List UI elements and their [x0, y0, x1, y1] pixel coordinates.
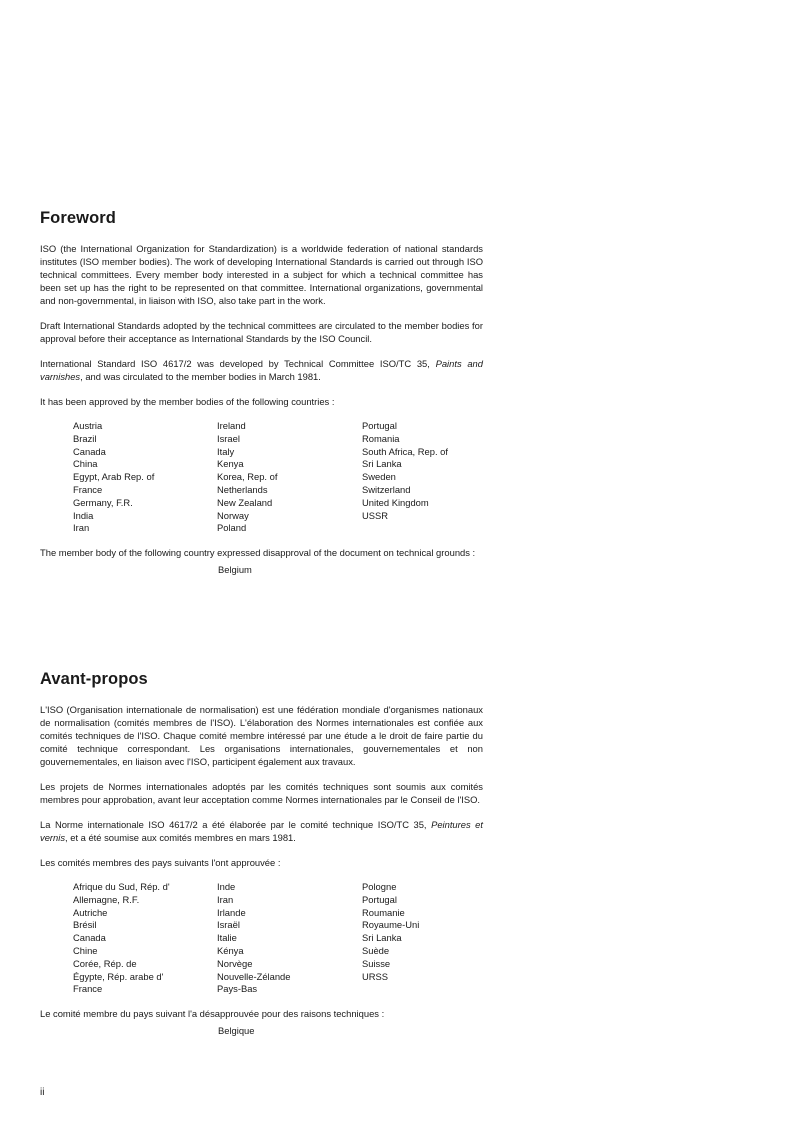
country-column-2 — [217, 420, 362, 535]
pays-name: Canada — [73, 932, 106, 944]
pays-name: Nouvelle-Zélande — [217, 970, 291, 982]
avant-propos-para3-text: La Norme internationale ISO 4617/2 a été élaborée par le comité technique ISO/TC 35, — [40, 819, 432, 830]
pays-name: Suède — [362, 944, 390, 956]
country-name: Italy — [217, 445, 235, 457]
pays-name: Royaume-Uni — [362, 919, 420, 931]
pays-name: Kénya — [217, 944, 244, 956]
avant-propos-paragraph-2: Les projets de Normes internationales adoptés par les comités techniques sont soumis aux comités membres pour approbation, avant leur acceptation comme Normes internationales par le Conseil de l'ISO. — [40, 781, 483, 805]
country-name: Norway — [217, 509, 249, 521]
avant-propos-paragraph-1: L'ISO (Organisation internationale de normalisation) est une fédération mondiale d'organismes nationaux de normalisation (comités membres de l'ISO). L'élaboration des Normes internationales est confiée aux comités techniques de l'ISO. Chaque comité membre intéressé par une étude a le droit de faire partie du comité technique correspondant. Les organisations internationales, gouvernementales et non gouvernementales, en liaison avec l'ISO, participent également aux travaux. — [40, 704, 483, 767]
pays-name: Roumanie — [362, 906, 405, 918]
avant-propos-section — [40, 668, 483, 1037]
foreword-disapproval-intro: The member body of the following country expressed disapproval of the document on technical grounds : — [40, 547, 476, 559]
country-name: Egypt, Arab Rep. of — [73, 471, 155, 483]
country-column-3 — [362, 420, 492, 535]
country-name: Brazil — [73, 432, 97, 444]
avant-propos-disapproval-intro: Le comité membre du pays suivant l'a désapprouvée pour des raisons techniques : — [40, 1008, 385, 1020]
pays-name: Israël — [217, 919, 240, 931]
pays-name: Pays-Bas — [217, 983, 258, 995]
country-name: Switzerland — [362, 483, 411, 495]
avant-propos-country-list — [73, 881, 483, 996]
country-name: Sri Lanka — [362, 458, 402, 470]
foreword-paragraph-1: ISO (the International Organization for Standardization) is a worldwide federation of national standards institutes (ISO member bodies). The work of developing International Standards is carried out through ISO technical committees. Every member body interested in a subject for which a technical committee has been set up has the right to be represented on that committee. International organizations, governmental and non-governmental, in liaison with ISO, also take part in the work. — [40, 243, 483, 306]
foreword-section — [40, 207, 483, 576]
pays-column-2 — [217, 881, 362, 996]
pays-name: Italie — [217, 932, 237, 944]
foreword-country-list — [73, 420, 483, 535]
country-name: USSR — [362, 509, 389, 521]
pays-name: Norvège — [217, 957, 253, 969]
pays-name: Afrique du Sud, Rép. d' — [73, 881, 170, 892]
country-name: South Africa, Rep. of — [362, 445, 448, 457]
country-name: Iran — [73, 522, 90, 534]
avant-propos-para3-text-end: , et a été soumise aux comités membres en mars 1981. — [65, 832, 296, 843]
country-name: Israel — [217, 432, 240, 444]
foreword-committee-title: Paints and varnishes — [40, 358, 483, 382]
pays-name: Pologne — [362, 881, 397, 892]
country-name: Korea, Rep. of — [217, 471, 278, 483]
country-name: Netherlands — [217, 483, 268, 495]
foreword-paragraph-3 — [40, 357, 483, 383]
pays-name: Égypte, Rép. arabe d' — [73, 970, 164, 982]
pays-column-3 — [362, 881, 492, 996]
pays-name: Iran — [217, 893, 234, 905]
pays-name: Brésil — [73, 919, 97, 931]
page-number: ii — [40, 1087, 45, 1098]
country-name: Germany, F.R. — [73, 496, 133, 508]
country-name: China — [73, 458, 98, 470]
avant-propos-disapproving-country: Belgique — [218, 1025, 255, 1037]
pays-name: URSS — [362, 970, 389, 982]
pays-name: Chine — [73, 944, 98, 956]
avant-propos-heading: Avant-propos — [40, 670, 148, 688]
country-name: Romania — [362, 432, 400, 444]
country-column-1 — [73, 420, 217, 535]
country-name: New Zealand — [217, 496, 273, 508]
pays-name: Suisse — [362, 957, 391, 969]
avant-propos-committee-title: Peintures et vernis — [40, 819, 484, 843]
pays-name: Inde — [217, 881, 236, 892]
country-name: Sweden — [362, 471, 396, 483]
pays-name: Irlande — [217, 906, 246, 918]
country-name: Poland — [217, 522, 247, 534]
pays-name: Portugal — [362, 893, 397, 905]
foreword-heading: Foreword — [40, 209, 116, 227]
foreword-disapproving-country: Belgium — [218, 564, 252, 576]
avant-propos-approval-intro: Les comités membres des pays suivants l'ont approuvée : — [40, 857, 281, 868]
country-name: Portugal — [362, 420, 397, 431]
country-name: Canada — [73, 445, 106, 457]
country-name: Austria — [73, 420, 103, 431]
country-name: France — [73, 483, 103, 495]
pays-name: France — [73, 983, 103, 995]
foreword-para3-text-end: , and was circulated to the member bodies in March 1981. — [80, 371, 321, 382]
pays-name: Sri Lanka — [362, 932, 402, 944]
foreword-para3-text: International Standard ISO 4617/2 was developed by Technical Committee ISO/TC 35, — [40, 358, 436, 369]
country-name: Ireland — [217, 420, 246, 431]
country-name: India — [73, 509, 94, 521]
avant-propos-paragraph-3 — [40, 818, 483, 844]
pays-name: Corée, Rép. de — [73, 957, 137, 969]
foreword-approval-intro: It has been approved by the member bodies of the following countries : — [40, 396, 335, 407]
country-name: Kenya — [217, 458, 244, 470]
pays-name: Autriche — [73, 906, 108, 918]
foreword-paragraph-2: Draft International Standards adopted by the technical committees are circulated to the member bodies for approval before their acceptance as International Standards by the ISO Council. — [40, 320, 483, 344]
pays-name: Allemagne, R.F. — [73, 893, 140, 905]
pays-column-1 — [73, 881, 217, 996]
country-name: United Kingdom — [362, 496, 429, 508]
